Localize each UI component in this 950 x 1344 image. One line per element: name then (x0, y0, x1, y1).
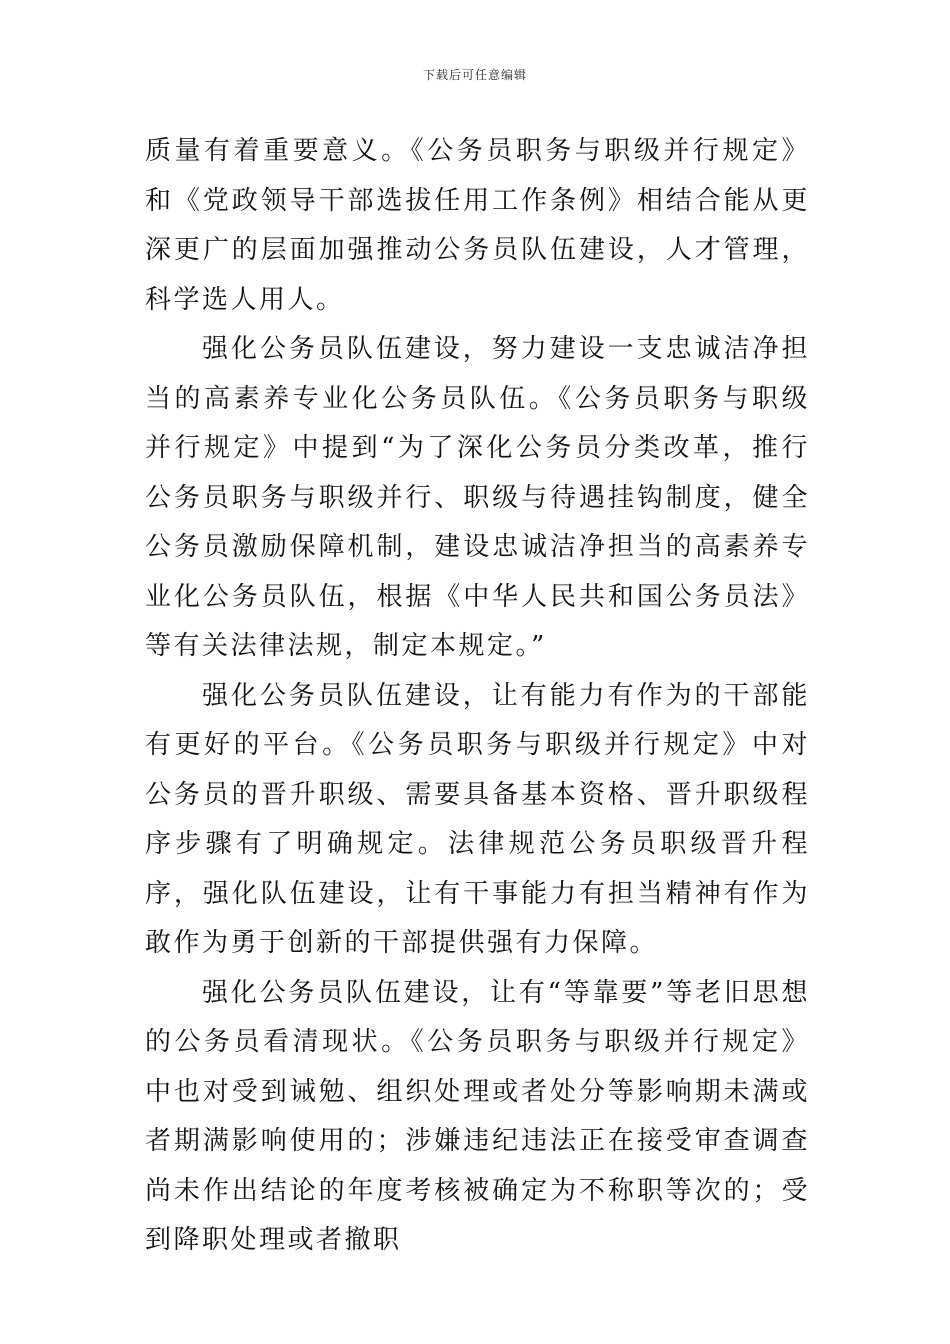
page-header: 下载后可任意编辑 (422, 68, 527, 82)
paragraph: 强化公务员队伍建设，让有能力有作为的干部能有更好的平台。《公务员职务与职级并行规定》中对公务员的晋升职级、需要具备基本资格、晋升职级程序步骤有了明确规定。法律规范公务员职级晋升程序，强化队伍建设，让有干事能力有担当精神有作为敢作为勇于创新的干部提供强有力保障。 (145, 680, 810, 958)
paragraph: 强化公务员队伍建设，让有“等靠要”等老旧思想的公务员看清现状。《公务员职务与职级并行规定》中也对受到诫勉、组织处理或者处分等影响期未满或者期满影响使用的；涉嫌违纪违法正在接受审查调查尚未作出结论的年度考核被确定为不称职等次的；受到降职处理或者撤职 (145, 977, 810, 1255)
paragraph: 强化公务员队伍建设，努力建设一支忠诚洁净担当的高素养专业化公务员队伍。《公务员职务与职级并行规定》中提到“为了深化公务员分类改革，推行公务员职务与职级并行、职级与待遇挂钩制度，健全公务员激励保障机制，建设忠诚洁净担当的高素养专业化公务员队伍，根据《中华人民共和国公务员法》等有关法律法规，制定本规定。” (145, 334, 810, 661)
document-body (145, 127, 810, 1266)
paragraph-continuation: 质量有着重要意义。《公务员职务与职级并行规定》和《党政领导干部选拔任用工作条例》相结合能从更深更广的层面加强推动公务员队伍建设，人才管理，科学选人用人。 (145, 136, 810, 315)
